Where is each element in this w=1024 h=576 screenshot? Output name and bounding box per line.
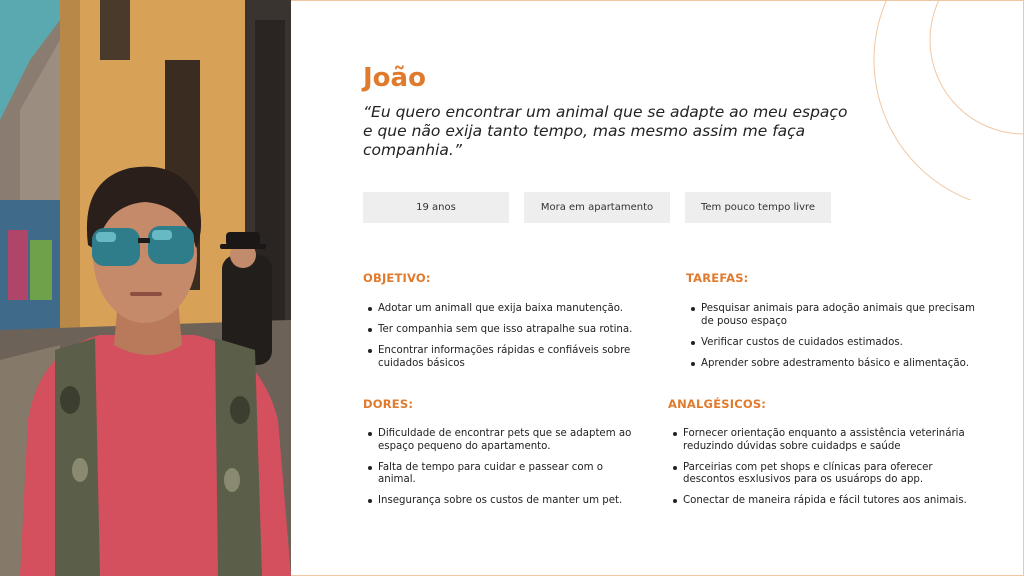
tag-free-time: Tem pouco tempo livre [685,192,831,223]
list-item: Verificar custos de cuidados estimados. [686,337,976,350]
dores-list [363,428,638,516]
list-item: Pesquisar animais para adoção animais que precisam de pouso espaço [686,303,976,328]
list-item: Adotar um animall que exija baixa manutenção. [363,303,638,316]
tarefas-list [686,303,976,379]
objetivo-list [363,303,638,379]
analgesicos-title: ANALGÉSICOS: [668,397,767,411]
list-item: Dificuldade de encontrar pets que se adaptem ao espaço pequeno do apartamento. [363,428,638,453]
list-item: Conectar de maneira rápida e fácil tutores aos animais. [668,495,968,508]
persona-photo [0,0,291,576]
list-item: Fornecer orientação enquanto a assistência veterinária reduzindo dúvidas sobre cuidadps e saúde [668,428,968,453]
list-item: Insegurança sobre os custos de manter um pet. [363,495,638,508]
dores-title: DORES: [363,397,414,411]
tarefas-title: TAREFAS: [686,271,749,285]
tag-age: 19 anos [363,192,509,223]
list-item: Encontrar informações rápidas e confiáveis sobre cuidados básicos [363,345,638,370]
list-item: Falta de tempo para cuidar e passear com o animal. [363,462,638,487]
objetivo-title: OBJETIVO: [363,271,431,285]
persona-quote: “Eu quero encontrar um animal que se adapte ao meu espaço e que não exija tanto tempo, mas mesmo assim me faça companhia.” [363,103,848,159]
decorative-circles [860,0,1024,200]
persona-name: João [363,63,426,93]
analgesicos-list [668,428,968,516]
list-item: Parceirias com pet shops e clínicas para oferecer descontos esxlusivos para os usuárops do app. [668,462,968,487]
tag-housing: Mora em apartamento [524,192,670,223]
list-item: Ter companhia sem que isso atrapalhe sua rotina. [363,324,638,337]
list-item: Aprender sobre adestramento básico e alimentação. [686,358,976,371]
